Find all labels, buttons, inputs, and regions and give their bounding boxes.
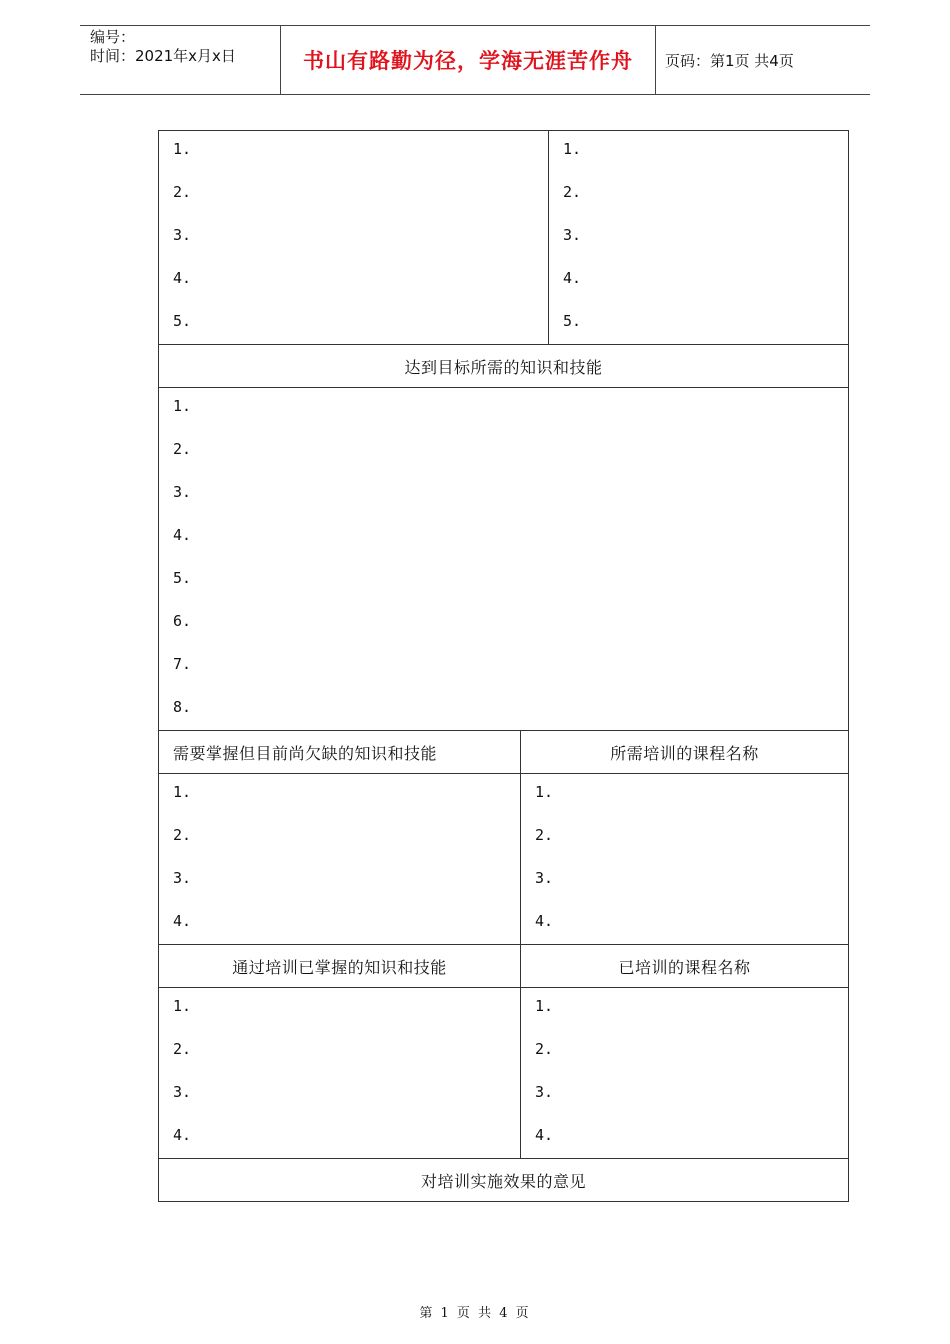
list-item: 1. <box>173 140 192 158</box>
header-meta <box>80 26 281 94</box>
list-item: 1. <box>173 783 192 801</box>
section2-title: 达到目标所需的知识和技能 <box>404 357 603 377</box>
list-item: 2. <box>173 183 192 201</box>
list-item: 3. <box>563 226 582 244</box>
section2-list-row <box>159 387 848 730</box>
section3-left-title: 需要掌握但目前尚欠缺的知识和技能 <box>173 743 438 763</box>
list-item: 4. <box>535 912 554 930</box>
list-item: 4. <box>173 526 192 544</box>
list-item: 8. <box>173 698 192 716</box>
list-item: 5. <box>173 569 192 587</box>
list-item: 3. <box>173 869 192 887</box>
list-item: 4. <box>173 1126 192 1144</box>
section4-right-title: 已培训的课程名称 <box>520 945 848 987</box>
section3-list-row <box>159 773 848 944</box>
page-header <box>80 25 870 95</box>
list-item: 3. <box>173 483 192 501</box>
section1-row <box>159 131 848 344</box>
section1-left-list[interactable] <box>159 131 548 344</box>
section1-right-list[interactable] <box>548 131 848 344</box>
list-item: 2. <box>535 1040 554 1058</box>
list-item: 4. <box>535 1126 554 1144</box>
list-item: 7. <box>173 655 192 673</box>
section2-list[interactable] <box>159 388 848 730</box>
section4-list-row <box>159 987 848 1158</box>
section4-right-list[interactable] <box>520 988 848 1158</box>
list-item: 1. <box>535 783 554 801</box>
section5-heading-row <box>159 1158 848 1201</box>
section4-left-list[interactable] <box>159 988 520 1158</box>
header-page-label: 页码：第1页 共4页 <box>665 51 794 70</box>
list-item: 4. <box>173 269 192 287</box>
section3-left-list[interactable] <box>159 774 520 944</box>
list-item: 2. <box>535 826 554 844</box>
list-item: 2. <box>173 826 192 844</box>
section2-heading-row <box>159 344 848 387</box>
list-item: 1. <box>535 997 554 1015</box>
list-item: 2. <box>173 1040 192 1058</box>
list-item: 5. <box>173 312 192 330</box>
list-item: 1. <box>173 997 192 1015</box>
list-item: 4. <box>563 269 582 287</box>
section4-heading-row <box>159 944 848 987</box>
list-item: 5. <box>563 312 582 330</box>
section3-heading-row <box>159 730 848 773</box>
list-item: 6. <box>173 612 192 630</box>
training-form-table <box>158 130 849 1202</box>
section4-left-title: 通过培训已掌握的知识和技能 <box>232 957 447 977</box>
list-item: 2. <box>563 183 582 201</box>
list-item: 1. <box>173 397 192 415</box>
list-item: 3. <box>535 1083 554 1101</box>
section5-title: 对培训实施效果的意见 <box>420 1171 586 1191</box>
document-number-label: 编号： <box>90 28 136 46</box>
list-item: 1. <box>563 140 582 158</box>
list-item: 3. <box>173 1083 192 1101</box>
section3-right-list[interactable] <box>520 774 848 944</box>
list-item: 4. <box>173 912 192 930</box>
list-item: 2. <box>173 440 192 458</box>
document-time-label: 时间：2021年x月x日 <box>90 47 236 65</box>
list-item: 3. <box>173 226 192 244</box>
header-slogan: 书山有路勤为径，学海无涯苦作舟 <box>281 26 656 94</box>
page-footer: 第 1 页 共 4 页 <box>419 1306 531 1321</box>
list-item: 3. <box>535 869 554 887</box>
section3-right-title: 所需培训的课程名称 <box>520 731 848 773</box>
